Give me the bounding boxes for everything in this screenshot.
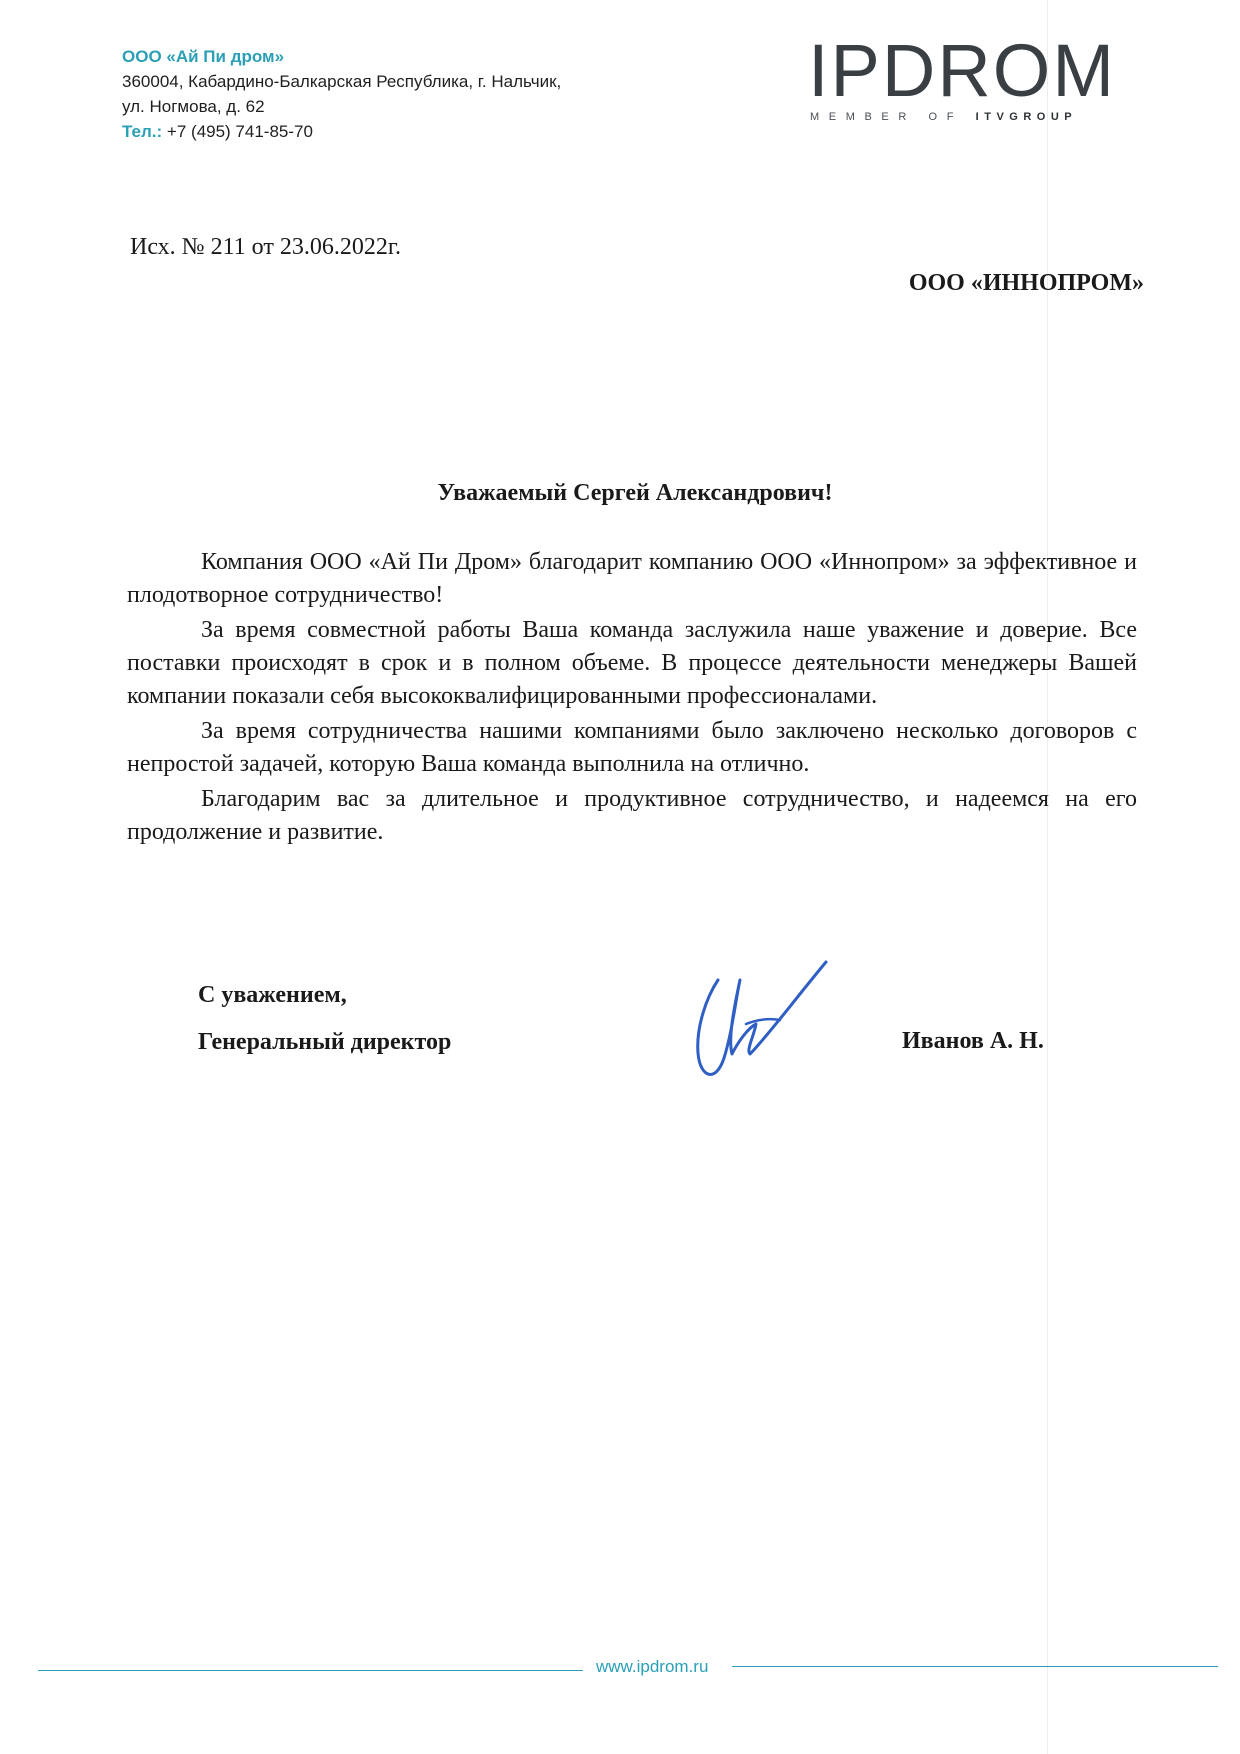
- logo-tagline-prefix: MEMBER OF: [810, 111, 964, 123]
- sender-address-line1: 360004, Кабардино-Балкарская Республика, г. Нальчик,: [122, 72, 562, 91]
- closing-phrase: С уважением,: [198, 982, 347, 1008]
- handwritten-signature: [676, 958, 876, 1098]
- sender-address-line2: ул. Ногмова, д. 62: [122, 97, 265, 116]
- phone-label: Тел.:: [122, 122, 163, 141]
- recipient: ООО «ИННОПРОМ»: [908, 270, 1144, 296]
- greeting: Уважаемый Сергей Александрович!: [437, 480, 833, 506]
- sender-block: [122, 44, 561, 144]
- body-paragraph: За время сотрудничества нашими компаниями было заключено несколько договоров с непростой задачей, которую Ваша команда выполнила на отлично.: [127, 718, 1137, 777]
- sender-company: ООО «Ай Пи дром»: [122, 47, 285, 66]
- body-paragraph: Компания ООО «Ай Пи Дром» благодарит компанию ООО «Иннопром» за эффективное и плодотворное сотрудничество!: [127, 549, 1137, 608]
- logo-wordmark-ip: IP: [808, 29, 882, 112]
- signer-position: Генеральный директор: [198, 1029, 452, 1055]
- body-paragraph: За время совместной работы Ваша команда заслужила наше уважение и доверие. Все поставки происходят в срок и в полном объеме. В процессе деятельности менеджеры Вашей компании показали себя высококвалифицированными профессионалами.: [127, 617, 1137, 709]
- ipdrom-logo: [808, 29, 1117, 124]
- closing-block: [198, 972, 451, 1066]
- footer-website: www.ipdrom.ru: [596, 1657, 709, 1676]
- body-paragraph: Благодарим вас за длительное и продуктивное сотрудничество, и надеемся на его продолжение и развитие.: [127, 786, 1137, 845]
- scan-fold-line: [1047, 0, 1048, 1754]
- letter-body: [127, 546, 1137, 851]
- logo-tagline: [810, 111, 1077, 123]
- phone-number: +7 (495) 741-85-70: [166, 122, 313, 141]
- logo-tagline-brand: ITVGROUP: [975, 111, 1078, 123]
- logo-wordmark: [808, 29, 1117, 112]
- outgoing-reference: Исх. № 211 от 23.06.2022г.: [130, 234, 401, 260]
- footer-divider-left: [38, 1670, 583, 1671]
- footer-divider-right: [732, 1666, 1218, 1667]
- signer-name: Иванов А. Н.: [902, 1028, 1044, 1054]
- sender-phone-row: [122, 119, 561, 144]
- logo-wordmark-drom: DROM: [881, 29, 1117, 112]
